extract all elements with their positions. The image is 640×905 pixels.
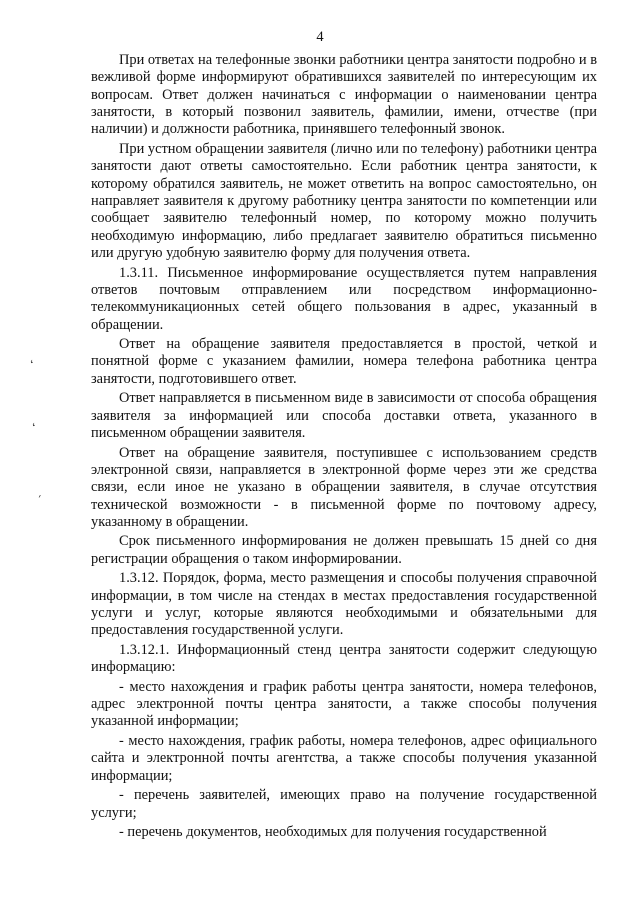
margin-mark: ˏ: [33, 483, 43, 499]
list-item: - перечень документов, необходимых для получения государственной: [119, 824, 547, 841]
paragraph-1-3-11: 1.3.11. Письменное информирование осуществляется путем направления ответов почтовым отправлением или посредством информационно-телекоммуникационных сетей общего пользования в адрес, указанный в обращении.: [91, 264, 597, 333]
paragraph-answer-electronic: Ответ на обращение заявителя, поступившее с использованием средств электронной связи, направляется в электронной форме через эти же средства связи, если иное не указано в обращении заявителя, в случае отсутствия технической возможности - в письменной форме по почтовому адресу, указанному в обращении.: [91, 444, 597, 530]
paragraph-1-3-12-1: 1.3.12.1. Информационный стенд центра занятости содержит следующую информацию:: [91, 641, 597, 676]
list-item: - место нахождения и график работы центра занятости, номера телефонов, адрес электронной почты центра занятости, а также способы получения указанной информации;: [91, 678, 597, 730]
paragraph-answer-written: Ответ направляется в письменном виде в зависимости от способа обращения заявителя за информацией или способа доставки ответа, указанного в письменном обращении заявителя.: [91, 390, 597, 441]
list-item: - перечень заявителей, имеющих право на получение государственной услуги;: [91, 787, 597, 821]
margin-mark: ʻ: [29, 419, 39, 435]
paragraph-answer-form: Ответ на обращение заявителя предоставляется в простой, четкой и понятной форме с указанием фамилии, номера телефона работника центра занятости, подготовившего ответ.: [91, 336, 597, 387]
paragraph-oral-request: При устном обращении заявителя (лично или по телефону) работники центра занятости дают ответы самостоятельно. Если работник центра занятости, к которому обратился заявитель, не может ответить на вопрос самостоятельно, он направляет заявителя к другому работнику центра занятости по компетенции или сообщает заявителю телефонный номер, по которому можно получить необходимую информацию, либо предлагает заявителю обратиться письменно или другую удобную заявителю форму для получения ответа.: [91, 140, 597, 261]
document-body: [91, 52, 597, 841]
paragraph-deadline: Срок письменного информирования не должен превышать 15 дней со дня регистрации обращения о таком информировании.: [91, 533, 597, 567]
paragraph-1-3-12: 1.3.12. Порядок, форма, место размещения и способы получения справочной информации, в том числе на стендах в местах предоставления государственной услуги и услуг, которые являются необходимыми и обязательными для предоставления государственной услуги.: [91, 570, 597, 639]
margin-mark: ʻ: [27, 356, 37, 372]
page-number: 4: [316, 29, 324, 45]
list-item: - место нахождения, график работы, номера телефонов, адрес официального сайта и электронной почты агентства, а также способы получения указанной информации;: [91, 732, 597, 784]
paragraph-phone-answers: При ответах на телефонные звонки работники центра занятости подробно и в вежливой форме информируют обратившихся заявителей по интересующим их вопросам. Ответ должен начинаться с информации о наименовании центра занятости, в который позвонил заявитель, фамилии, имени, отчестве (при наличии) и должности работника, принявшего телефонный звонок.: [91, 52, 597, 138]
